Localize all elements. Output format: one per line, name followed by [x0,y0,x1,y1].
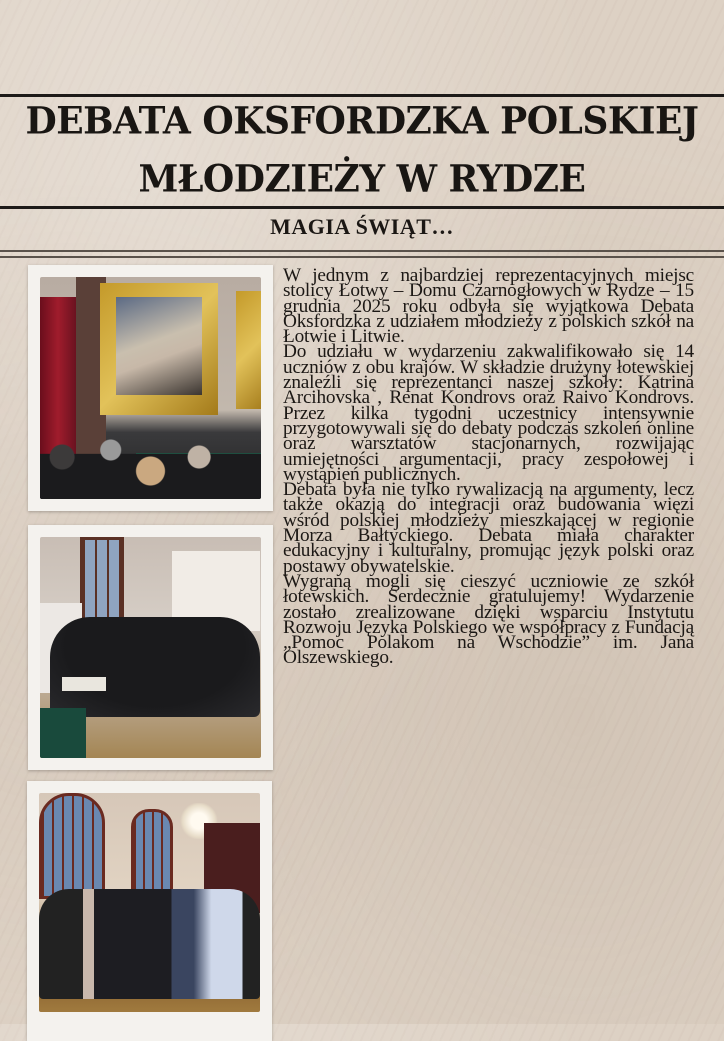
article-paragraph: Wygraną mogli się cieszyć uczniowie ze szkół łotewskich. Serdecznie gratulujemy! Wydarzenie zostało zrealizowane dzięki wsparciu Instytutu Rozwoju Języka Polskiego we współpracy z Fundacją „Pomoc Polakom na Wschodzie” im. Jana Olszewskiego. [283,570,694,669]
painting [116,297,202,395]
subtitle-rule-1 [0,250,724,252]
page-subtitle: MAGIA ŚWIĄT… [270,214,454,239]
photo-frame-group-hall [27,781,272,1041]
top-rule [0,94,724,97]
page-title-line-1: DEBATA OKSFORDZKA POLSKIEJ [25,98,699,144]
article-paragraph: W jednym z najbardziej reprezentacyjnych miejsc stolicy Łotwy – Domu Czarnogłowych w Rydze – 15 grudnia 2025 roku odbyła się wyjątkowa Debata Oksfordzka z udziałem młodzieży z polskich szkół na Łotwie i Litwie. [283,265,694,348]
painting-frame-2 [236,291,261,409]
audience [40,429,261,499]
photo-group-formal [40,537,261,758]
photo-frame-group-formal [28,525,273,770]
subtitle-rule-2 [0,256,724,258]
photo-debate-hall [40,277,261,499]
page-title-line-2: MŁODZIEŻY W RYDZE [138,156,586,202]
projector [62,677,106,691]
article-body [283,265,694,669]
title-bottom-rule [0,206,724,209]
article-paragraph: Debata była nie tylko rywalizacją na argumenty, lecz także okazją do integracji oraz budowania więzi wśród polskiej młodzieży mieszkającej w regionie Morza Bałtyckiego. Debata miała charakter edukacyjny i kulturalny, promując język polski oraz postawy obywatelskie. [283,479,694,577]
students-group [39,889,260,999]
participants-group [50,617,260,717]
article-paragraph: Do udziału w wydarzeniu zakwalifikowało się 14 uczniów z obu krajów. W składzie drużyny łotewskiej znaleźli się reprezentanci naszej szkoły: Katrina Arcihovska , Renat Kondrovs oraz Raivo Kondrovs. Przez kilka tygodni uczestnicy intensywnie przygotowywali się do debaty podczas szkoleń online oraz warsztatów stacjonarnych, rozwijając umiejętności argumentacji, pracy zespołowej i wystąpień publicznych. [283,341,694,485]
photo-frame-debate-hall [28,265,273,511]
desk [40,708,86,758]
photo-group-hall [39,793,260,1012]
arched-window [39,793,105,899]
